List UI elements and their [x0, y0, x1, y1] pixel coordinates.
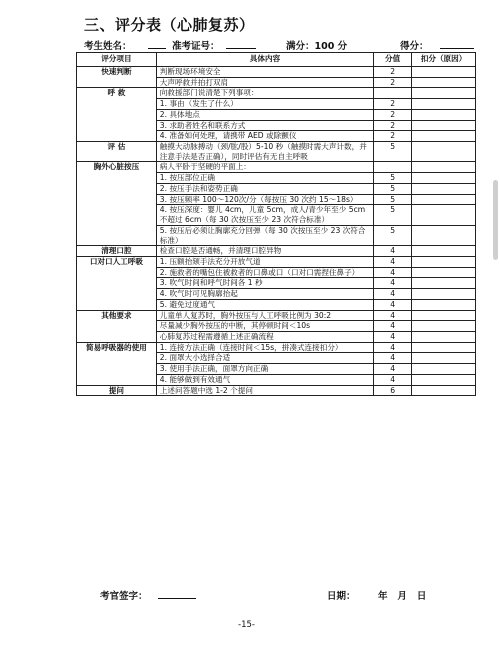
points-cell: 5: [374, 183, 412, 194]
deduction-cell[interactable]: [412, 162, 476, 173]
content-cell: 向救援部门说清楚下列事项：: [156, 88, 373, 99]
header-deduction: 扣分（原因）: [412, 53, 476, 67]
content-cell: 4. 能够做到有效通气: [156, 374, 373, 385]
deduction-cell[interactable]: [412, 278, 476, 289]
points-cell: 2: [374, 77, 412, 88]
content-cell: 2. 施救者的嘴包住被救者的口鼻或口（口对口需捏住鼻子）: [156, 267, 373, 278]
content-cell: 2. 按压手法和姿势正确: [156, 183, 373, 194]
points-cell: 4: [374, 246, 412, 257]
content-cell: 2. 具体地点: [156, 109, 373, 120]
points-cell: 4: [374, 310, 412, 321]
score-line: [440, 38, 474, 49]
table-row: [77, 162, 476, 173]
table-row: [77, 142, 476, 162]
deduction-cell[interactable]: [412, 385, 476, 396]
content-cell: 3. 按压频率 100～120次/分（每按压 30 次约 15～18s）: [156, 194, 373, 205]
points-cell: 4: [374, 299, 412, 310]
category-cell: 清理口腔: [77, 246, 157, 257]
points-cell: 2: [374, 109, 412, 120]
deduction-cell[interactable]: [412, 67, 476, 78]
category-cell: 评 估: [77, 142, 157, 162]
points-cell: 4: [374, 321, 412, 332]
content-cell: 大声呼救并拍打双肩: [156, 77, 373, 88]
points-cell: 4: [374, 278, 412, 289]
content-cell: 触摸大动脉搏动（颈/肱/股）5-10 秒（触摸时需大声计数，并注意手法是否正确），同时评估有无自主呼吸: [156, 142, 373, 162]
deduction-cell[interactable]: [412, 289, 476, 300]
ticket-number-line: [226, 38, 256, 49]
deduction-cell[interactable]: [412, 205, 476, 225]
deduction-cell[interactable]: [412, 131, 476, 142]
points-cell: 2: [374, 99, 412, 110]
content-cell: 1. 事由（发生了什么）: [156, 99, 373, 110]
category-cell: 提问: [77, 385, 157, 396]
content-cell: 1. 按压部位正确: [156, 173, 373, 184]
content-cell: 3. 使用手法正确，面罩方向正确: [156, 364, 373, 375]
deduction-cell[interactable]: [412, 299, 476, 310]
deduction-cell[interactable]: [412, 310, 476, 321]
points-cell: 4: [374, 289, 412, 300]
table-row: [77, 342, 476, 353]
content-cell: 尽量减少胸外按压的中断，其停顿时间＜10s: [156, 321, 373, 332]
score-table: [76, 52, 476, 396]
table-row: [77, 385, 476, 396]
page-title: 三、评分表（心肺复苏）: [84, 16, 255, 34]
deduction-cell[interactable]: [412, 267, 476, 278]
points-cell: 4: [374, 342, 412, 353]
deduction-cell[interactable]: [412, 374, 476, 385]
content-cell: 2. 面罩大小选择合适: [156, 353, 373, 364]
date-fill: 年 月 日: [378, 591, 427, 602]
content-cell: 4. 吹气时可见胸廓抬起: [156, 289, 373, 300]
category-cell: 简易呼吸器的使用: [77, 342, 157, 385]
category-cell: 胸外心脏按压: [77, 162, 157, 246]
deduction-cell[interactable]: [412, 120, 476, 131]
deduction-cell[interactable]: [412, 99, 476, 110]
deduction-cell[interactable]: [412, 142, 476, 162]
table-header-row: [77, 53, 476, 67]
deduction-cell[interactable]: [412, 109, 476, 120]
examiner-signature-label: 考官签字：: [100, 591, 148, 602]
examiner-signature-line: [158, 588, 196, 599]
table-row: [77, 246, 476, 257]
points-cell: 4: [374, 256, 412, 267]
points-cell: 5: [374, 225, 412, 245]
points-cell: 4: [374, 331, 412, 342]
content-cell: 1. 连接方法正确（连接时间＜15s，拼凑式连接扣分）: [156, 342, 373, 353]
deduction-cell[interactable]: [412, 342, 476, 353]
category-cell: 其他要求: [77, 310, 157, 342]
examinee-name-label: 考生姓名：: [84, 41, 132, 52]
deduction-cell[interactable]: [412, 173, 476, 184]
deduction-cell[interactable]: [412, 225, 476, 245]
content-cell: 3. 吹气时间和呼气时间各 1 秒: [156, 278, 373, 289]
deduction-cell[interactable]: [412, 88, 476, 99]
points-cell: [374, 162, 412, 173]
category-cell: 口对口人工呼吸: [77, 256, 157, 310]
score-label: 得分：: [400, 41, 429, 52]
deduction-cell[interactable]: [412, 194, 476, 205]
content-cell: 5. 按压后必须让胸廓充分回弹（每 30 次按压至少 23 次符合标准）: [156, 225, 373, 245]
deduction-cell[interactable]: [412, 246, 476, 257]
content-cell: 1. 压额抬颏手法充分开放气道: [156, 256, 373, 267]
full-score-label: 满分：100 分: [286, 41, 348, 52]
points-cell: 5: [374, 142, 412, 162]
points-cell: 2: [374, 120, 412, 131]
content-cell: 4. 按压深度：婴儿 4cm，儿童 5cm，成人/青少年至少 5cm 不超过 6cm（每 30 次按压至少 23 次符合标准）: [156, 205, 373, 225]
points-cell: 4: [374, 374, 412, 385]
ticket-number-label: 准考证号：: [172, 41, 220, 52]
points-cell: [374, 88, 412, 99]
deduction-cell[interactable]: [412, 77, 476, 88]
deduction-cell[interactable]: [412, 321, 476, 332]
content-cell: 心肺复苏过程需遵循上述正确流程: [156, 331, 373, 342]
points-cell: 5: [374, 205, 412, 225]
header-category: 评分项目: [77, 53, 157, 67]
points-cell: 2: [374, 131, 412, 142]
deduction-cell[interactable]: [412, 331, 476, 342]
deduction-cell[interactable]: [412, 353, 476, 364]
content-cell: 判断现场环境安全: [156, 67, 373, 78]
table-row: [77, 67, 476, 78]
content-cell: 5. 避免过度通气: [156, 299, 373, 310]
page-number: -15-: [238, 620, 255, 630]
points-cell: 4: [374, 364, 412, 375]
points-cell: 2: [374, 67, 412, 78]
points-cell: 5: [374, 173, 412, 184]
category-cell: 呼 救: [77, 88, 157, 142]
content-cell: 儿童单人复苏时，胸外按压与人工呼吸比例为 30:2: [156, 310, 373, 321]
points-cell: 6: [374, 385, 412, 396]
content-cell: 检查口腔是否通畅，并清理口腔异物: [156, 246, 373, 257]
header-points: 分值: [374, 53, 412, 67]
deduction-cell[interactable]: [412, 364, 476, 375]
scrollbar[interactable]: [493, 180, 498, 260]
points-cell: 5: [374, 194, 412, 205]
date-label: 日期：: [327, 591, 356, 602]
content-cell: 上述问答题中选 1-2 个提问: [156, 385, 373, 396]
table-row: [77, 88, 476, 99]
points-cell: 4: [374, 353, 412, 364]
header-content: 具体内容: [156, 53, 373, 67]
examinee-name-line: [148, 38, 166, 49]
content-cell: 4. 准备如何处理，请携带 AED 或除颤仪: [156, 131, 373, 142]
content-cell: 3. 求助者姓名和联系方式: [156, 120, 373, 131]
deduction-cell[interactable]: [412, 256, 476, 267]
table-row: [77, 310, 476, 321]
category-cell: 快速判断: [77, 67, 157, 88]
content-cell: 病人平卧于坚硬的平面上：: [156, 162, 373, 173]
points-cell: 4: [374, 267, 412, 278]
deduction-cell[interactable]: [412, 183, 476, 194]
table-row: [77, 256, 476, 267]
